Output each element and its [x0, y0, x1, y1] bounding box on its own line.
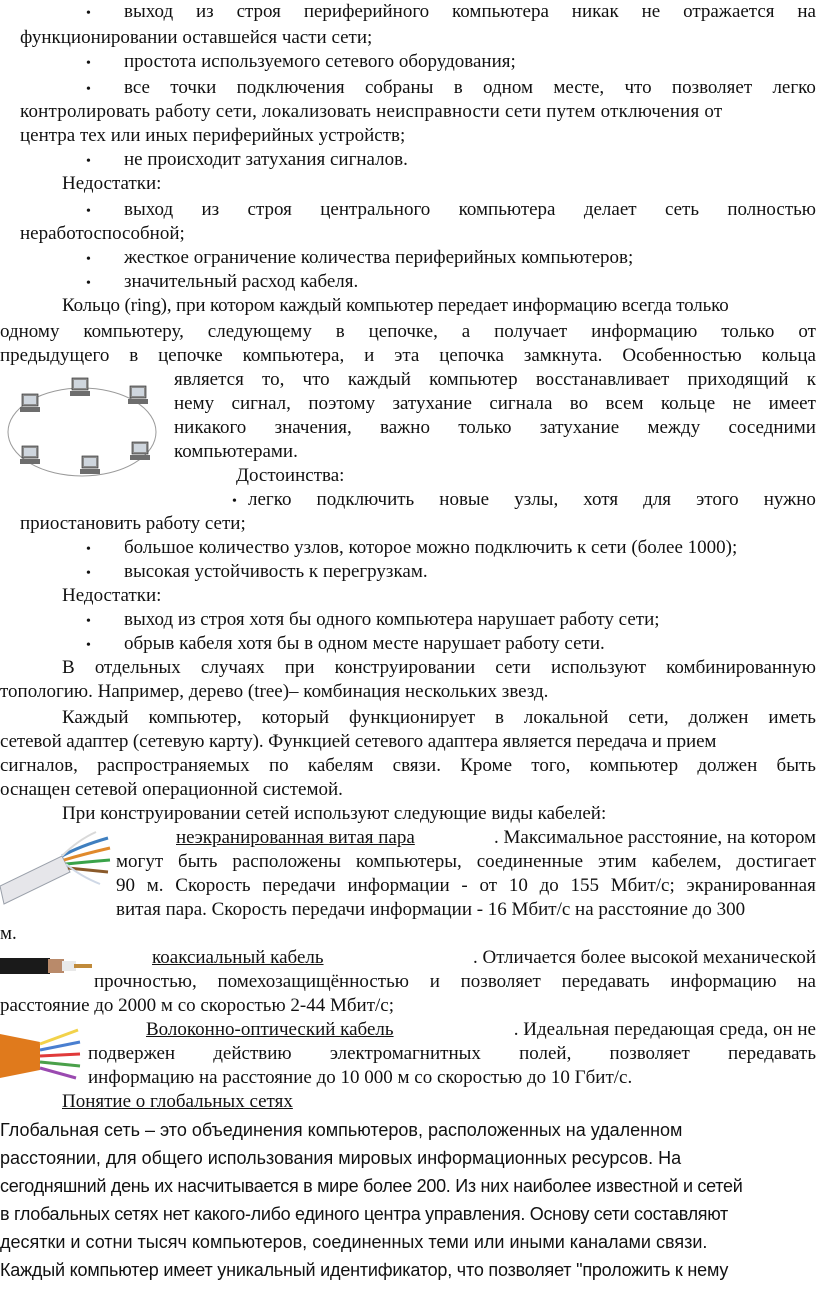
- text-line: [0, 754, 816, 778]
- text-line: жесткое ограничение количества периферийных компьютеров;: [124, 247, 634, 268]
- word: следующему: [207, 321, 312, 342]
- word: одном: [483, 77, 533, 98]
- word: выход: [124, 1, 174, 22]
- word: компьютера: [458, 199, 556, 220]
- word: этого: [696, 489, 739, 510]
- word: 10: [508, 875, 528, 896]
- text-line: [0, 344, 816, 368]
- ring-topology-image: [2, 372, 162, 482]
- word: кабелям: [307, 755, 374, 776]
- text-line: [174, 368, 816, 392]
- word: из: [196, 1, 214, 22]
- word: и: [364, 345, 375, 366]
- word: связи.: [392, 755, 441, 776]
- word: Каждый: [62, 707, 129, 728]
- word: Мбит/с;: [610, 875, 675, 896]
- word: сигнала: [489, 393, 553, 414]
- word: является: [174, 369, 244, 390]
- word: подключить: [316, 489, 415, 510]
- word: предыдущего: [0, 345, 110, 366]
- word: легко: [772, 77, 816, 98]
- word: В: [62, 657, 75, 678]
- word: к: [806, 369, 816, 390]
- word: легко: [248, 489, 292, 510]
- word: а: [461, 321, 471, 342]
- word: получает: [494, 321, 568, 342]
- word: нему: [174, 393, 215, 414]
- word: сигнал,: [231, 393, 291, 414]
- twisted-pair-cable-image: [0, 826, 112, 908]
- twisted-pair-term: неэкранированная витая пара: [176, 827, 415, 848]
- word: не: [641, 1, 661, 22]
- text-line: [124, 0, 816, 24]
- word: в: [129, 345, 139, 366]
- bullet: •: [86, 252, 91, 267]
- word: не: [732, 393, 752, 414]
- text-line: витая пара. Скорость передачи информации - 16 Мбит/с на расстояние до 300: [116, 899, 746, 920]
- text-line: [124, 76, 816, 100]
- text-line: не происходит затухания сигналов.: [124, 149, 408, 170]
- text-line: Глобальная сеть – это объединения компьютеров, расположенных на удаленном: [0, 1120, 683, 1140]
- computer-icon: [70, 378, 90, 396]
- word: того,: [531, 755, 571, 776]
- text-line: [174, 392, 816, 416]
- text-line: [62, 706, 816, 730]
- text-line: расстоянии, для общего использования мировых информационных ресурсов. На: [0, 1148, 682, 1168]
- word: периферийного: [303, 1, 430, 22]
- bullet: •: [86, 56, 91, 71]
- word: одному: [0, 321, 60, 342]
- text-line: простота используемого сетевого оборудования;: [124, 51, 516, 72]
- word: кабелем,: [651, 851, 722, 872]
- word: компьютеры,: [355, 851, 462, 872]
- word: никак: [571, 1, 619, 22]
- word: 90: [116, 875, 135, 896]
- word: должен: [697, 755, 758, 776]
- word: Особенностью: [622, 345, 742, 366]
- word: информации: [347, 875, 450, 896]
- word: сети,: [628, 707, 669, 728]
- bullet: •: [86, 276, 91, 291]
- word: быть: [178, 851, 218, 872]
- text-line: [124, 198, 816, 222]
- word: Скорость: [175, 875, 251, 896]
- text-line: информацию на расстояние до 10 000 м со скоростью до 10 Гбит/с.: [88, 1067, 633, 1088]
- text-line: десятки и сотни тысяч компьютеров, соединенных теми или иными каналами связи.: [0, 1232, 708, 1252]
- word: цепочка: [439, 345, 504, 366]
- word: информацию: [670, 971, 777, 992]
- section-heading-global-networks: Понятие о глобальных сетях: [62, 1091, 293, 1112]
- word: новые: [439, 489, 490, 510]
- word: замкнута.: [523, 345, 603, 366]
- word: этим: [597, 851, 637, 872]
- word: что: [624, 77, 652, 98]
- word: информацию: [591, 321, 698, 342]
- bullet: •: [86, 542, 91, 557]
- bullet: •: [86, 566, 91, 581]
- word: в: [335, 321, 345, 342]
- word: в: [453, 77, 463, 98]
- word: компьютера,: [242, 345, 345, 366]
- text-line: сегодняшний день их насчитывается в мире более 200. Из них наиболее известной и сетей: [0, 1176, 743, 1196]
- word: между: [647, 417, 701, 438]
- word: прочностью,: [94, 971, 197, 992]
- word: строя: [247, 199, 292, 220]
- word: поэтому: [308, 393, 376, 414]
- word: компьютеру,: [83, 321, 184, 342]
- word: компьютера: [452, 1, 549, 22]
- word: отдельных: [94, 657, 181, 678]
- word: достигает: [736, 851, 816, 872]
- text-line: большое количество узлов, которое можно подключить к сети (более 1000);: [124, 537, 738, 558]
- text-line: Каждый компьютер имеет уникальный идентификатор, что позволяет "проложить к нему: [0, 1260, 729, 1280]
- word: распространяемых: [97, 755, 250, 776]
- word: до: [539, 875, 559, 896]
- word: м.: [146, 875, 164, 896]
- word: должен: [688, 707, 749, 728]
- word: что: [302, 369, 330, 390]
- word: каждый: [347, 369, 411, 390]
- word: сети: [495, 657, 531, 678]
- word: делает: [583, 199, 637, 220]
- word: подключения: [236, 77, 345, 98]
- word: от: [798, 321, 816, 342]
- word: конструировании: [334, 657, 476, 678]
- text-line: высокая устойчивость к перегрузкам.: [124, 561, 428, 582]
- word: который: [261, 707, 330, 728]
- word: на: [797, 971, 816, 992]
- word: подвержен: [88, 1043, 176, 1064]
- word: кольца: [761, 345, 816, 366]
- word: важно: [380, 417, 430, 438]
- word: приходящий: [687, 369, 789, 390]
- word: строя: [236, 1, 281, 22]
- text-line: неэкранированная витая пара . Максимальное расстояние, на котором: [176, 827, 816, 848]
- text-line: выход из строя хотя бы одного компьютера нарушает работу сети;: [124, 609, 660, 630]
- computer-icon: [128, 386, 148, 404]
- word: компьютер: [589, 755, 679, 776]
- word: передавать: [727, 1043, 816, 1064]
- word: компьютер: [429, 369, 518, 390]
- word: значения,: [274, 417, 352, 438]
- bullet: •: [232, 494, 237, 509]
- word: имеет: [768, 393, 816, 414]
- bullet: •: [86, 614, 91, 629]
- computer-icon: [20, 446, 40, 464]
- text-line: расстояние до 2000 м со скоростью 2-44 Мбит/с;: [0, 995, 394, 1016]
- coaxial-term: коаксиальный кабель: [152, 947, 324, 968]
- word: иметь: [768, 707, 816, 728]
- word: передавать: [561, 971, 650, 992]
- word: используют: [550, 657, 647, 678]
- text-line: [116, 874, 816, 898]
- word: цепочке,: [368, 321, 438, 342]
- word: то,: [262, 369, 285, 390]
- fiber-optic-cable-image: [0, 1020, 82, 1084]
- word: электромагнитных: [329, 1043, 481, 1064]
- text-line: приостановить работу сети;: [20, 513, 246, 534]
- word: компьютер,: [148, 707, 242, 728]
- section-label-disadvantages: Недостатки:: [62, 585, 162, 606]
- word: полей,: [519, 1043, 572, 1064]
- word: всем: [605, 393, 644, 414]
- text-line: коаксиальный кабель . Отличается более высокой механической: [152, 947, 816, 968]
- word: из: [201, 199, 220, 220]
- text-line: обрыв кабеля хотя бы в одном месте нарушает работу сети.: [124, 633, 605, 654]
- text-line: Волоконно-оптический кабель . Идеальная передающая среда, он не: [146, 1019, 816, 1040]
- text-line: [88, 1042, 816, 1066]
- word: цепочке: [158, 345, 223, 366]
- word: Кроме: [460, 755, 513, 776]
- text-line: в глобальных сетях нет какого-либо единого центра управления. Основу сети составляют: [0, 1204, 728, 1224]
- text-line: функционировании оставшейся части сети;: [20, 27, 373, 48]
- word: только: [721, 321, 775, 342]
- text-line: неработоспособной;: [20, 223, 185, 244]
- word: позволяет: [460, 971, 541, 992]
- word: эта: [394, 345, 420, 366]
- word: отражается: [683, 1, 775, 22]
- text-line: оснащен сетевой операционной системой.: [0, 779, 343, 800]
- text-line: Кольцо (ring), при котором каждый компьютер передает информацию всегда только: [62, 295, 729, 316]
- text-line: компьютерами.: [174, 441, 298, 462]
- word: передачи: [262, 875, 336, 896]
- text-line: [62, 656, 816, 680]
- word: узлы,: [514, 489, 559, 510]
- word: месте,: [553, 77, 605, 98]
- word: сигналов,: [0, 755, 78, 776]
- word: полностью: [727, 199, 816, 220]
- word: от: [479, 875, 498, 896]
- word: функционирует: [348, 707, 476, 728]
- word: собраны: [364, 77, 434, 98]
- word: экранированная: [686, 875, 816, 896]
- word: помехозащищённостью: [217, 971, 409, 992]
- text-line: значительный расход кабеля.: [124, 271, 359, 292]
- word: нужно: [763, 489, 816, 510]
- coaxial-cable-image: [0, 952, 94, 980]
- word: могут: [116, 851, 164, 872]
- word: 155: [570, 875, 599, 896]
- word: только: [458, 417, 512, 438]
- word: при: [284, 657, 315, 678]
- text-line: [0, 320, 816, 344]
- bullet: •: [86, 204, 91, 219]
- text-line: топологию. Например, дерево (tree)– комбинация нескольких звезд.: [0, 681, 549, 702]
- fiber-optic-term: Волоконно-оптический кабель: [146, 1019, 394, 1040]
- word: никакого: [174, 417, 247, 438]
- word: все: [124, 77, 150, 98]
- word: кольце: [660, 393, 716, 414]
- word: в: [495, 707, 505, 728]
- word: на: [797, 1, 816, 22]
- word: во: [569, 393, 589, 414]
- bullet: •: [86, 82, 91, 97]
- bullet: •: [86, 6, 91, 21]
- text-line: контролировать работу сети, локализовать неисправности сети путем отключения от: [20, 101, 723, 122]
- computer-icon: [20, 394, 40, 412]
- word: точки: [170, 77, 217, 98]
- text-line: [174, 416, 816, 440]
- word: выход: [124, 199, 174, 220]
- word: случаях: [200, 657, 265, 678]
- word: по: [268, 755, 289, 776]
- word: локальной: [523, 707, 609, 728]
- word: действию: [213, 1043, 292, 1064]
- word: и: [429, 971, 440, 992]
- word: соседними: [728, 417, 816, 438]
- computer-icon: [130, 442, 150, 460]
- word: центрального: [320, 199, 431, 220]
- text-line: [248, 488, 816, 512]
- section-label-advantages: Достоинства:: [236, 465, 345, 486]
- word: быть: [776, 755, 816, 776]
- bullet: •: [86, 154, 91, 169]
- word: -: [461, 875, 468, 896]
- word: позволяет: [609, 1043, 690, 1064]
- bullet: •: [86, 638, 91, 653]
- computer-icon: [80, 456, 100, 474]
- text-line: центра тех или иных периферийных устройств;: [20, 125, 406, 146]
- word: для: [643, 489, 672, 510]
- word: затухание: [392, 393, 472, 414]
- word: сеть: [664, 199, 700, 220]
- word: затухание: [539, 417, 620, 438]
- word: соединенные: [476, 851, 584, 872]
- text-line: м.: [0, 923, 17, 944]
- text-line: сетевой адаптер (сетевую карту). Функцией сетевого адаптера является передача и прием: [0, 731, 717, 752]
- word: восстанавливает: [535, 369, 670, 390]
- text-line: При конструировании сетей используют следующие виды кабелей:: [62, 803, 607, 824]
- word: комбинированную: [666, 657, 816, 678]
- word: хотя: [583, 489, 619, 510]
- word: расположены: [232, 851, 341, 872]
- text-line: [94, 970, 816, 994]
- text-line: [116, 850, 816, 874]
- section-label-disadvantages: Недостатки:: [62, 173, 162, 194]
- word: позволяет: [671, 77, 753, 98]
